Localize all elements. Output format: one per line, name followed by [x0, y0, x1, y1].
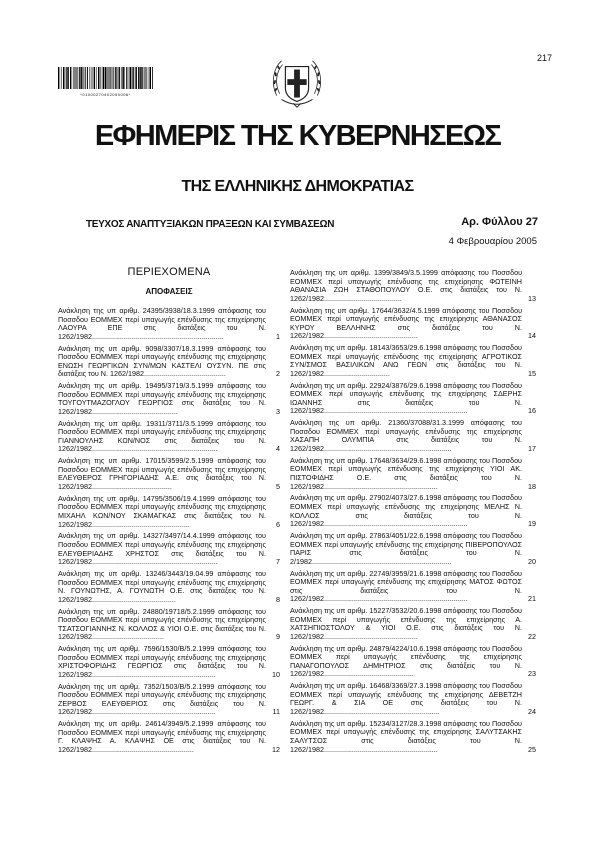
barcode-bar	[102, 67, 103, 89]
barcode-bar	[107, 67, 108, 89]
barcode-bar	[100, 67, 101, 89]
barcode-bar	[87, 67, 88, 89]
gazette-title: ΕΦΗΜΕΡΙΣ ΤΗΣ ΚΥΒΕΡΝΗΣΕΩΣ	[94, 120, 501, 152]
contents-entry	[290, 494, 536, 528]
barcode-number: *01000270402050006*	[80, 92, 131, 97]
entry-page-number: 20	[528, 556, 536, 566]
barcode-bar	[85, 67, 86, 89]
barcode-bar	[61, 67, 62, 89]
entry-text: Ανάκληση της υπ αριθμ. 19311/3711/3.5.1999 απόφασης του Ποσσδου ΕΟΜΜΕΧ περί υπαγωγής επένδυσης της επιχείρησης ΓΙΑΝΝΟΥΛΗΣ ΚΩΝ/ΝΟΣ στις διατάξεις του Ν. 1262/1982...............................................................	[58, 418, 266, 454]
entry-page-number: 16	[528, 406, 536, 416]
entry-page-number: 12	[272, 744, 280, 754]
page-number: 217	[536, 53, 552, 63]
barcode-bar	[92, 67, 93, 89]
contents-left-column	[58, 307, 280, 758]
barcode-bar	[122, 67, 124, 89]
contents-entry	[290, 682, 536, 716]
contents-entry	[58, 495, 280, 529]
barcode-bar	[125, 67, 126, 89]
contents-entry	[58, 457, 280, 491]
entry-page-number: 5	[276, 482, 280, 492]
barcode-bar	[91, 67, 92, 89]
entry-text: Ανάκληση της υπ αριθμ. 24395/3938/18.3.1999 απόφασης του Ποσσδου ΕΟΜΜΕΧ περί υπαγωγής επένδυσης της επιχείρησης ΛΑΟΥΡΑ ΕΠΕ στις διατάξεις του Ν. 1262/1982..................................................................	[58, 306, 266, 341]
entry-page-number: 3	[276, 406, 280, 416]
barcode-bar	[60, 67, 61, 89]
entry-page-number: 2	[276, 369, 280, 379]
entry-text: Ανάκληση της υπ αριθμ. 9098/3307/18.3.1999 απόφασης του Ποσσδου ΕΟΜΜΕΧ περί υπαγωγής επένδυσης της επιχείρησης ΕΝΩΣΗ ΓΕΩΡΓΙΚΩΝ ΣΥΝ/ΜΩΝ ΚΑΣΤΕΛΙ ΟΥΣΥΝ. ΠΕ στις διατάξεις του Ν. 1262/1982.........................................	[58, 343, 266, 379]
barcode-bar	[94, 67, 96, 89]
entry-text: Ανάκληση της υπ αριθμ. 24879/4224/10.6.1998 απόφασης του Ποσσδου ΕΟΜΜΕΧ περί υπαγωγής επένδυσης της επιχείρησης ΠΑΝΑΓΟΠΟΥΛΟΣ ΔΗΜΗΤΡΙΟΣ στις διατάξεις του Ν. 1262/1982.............................................	[290, 643, 522, 679]
entry-text: Ανάκληση της υπ αριθμ. 7596/1530/Β/5.2.1999 απόφασης του Ποσσδου ΕΟΜΜΕΧ περί υπαγωγής επένδυσης της επιχείρησης ΧΡΙΣΤΟΦΟΡΙΔΗΣ ΓΕΩΡΓΙΟΣ στις διατάξεις του Ν. 1262/1982..............................................................	[58, 644, 266, 679]
barcode-bar	[67, 67, 69, 89]
barcode-bar	[79, 67, 80, 89]
entry-page-number: 19	[528, 519, 536, 529]
entry-text: Ανάκληση της υπ αριθμ. 16468/3369/27.3.1998 απόφασης του Ποσσδου ΕΟΜΜΕΧ περί υπαγωγής επένδυσης της επιχείρησης ΔΕΒΕΤΖΗ ΓΕΩΡΓ. & ΣΙΑ ΟΕ στις διατάξεις του Ν. 1262/1982..........................................................	[290, 681, 522, 716]
entry-text: Ανάκληση της υπ αριθμ. 17644/3632/4.5.1999 απόφασης του Ποσσδου ΕΟΜΜΕΧ περί υπαγωγής επένδυσης της επιχείρησης ΑΘΑΝΑΣΟΣ ΚΥΡΟΥ ΒΕΛΛΗΝΗΣ στις διατάξεις του Ν. 1262/1982...............................................	[290, 305, 522, 341]
entry-page-number: 15	[528, 368, 536, 378]
entry-page-number: 24	[528, 706, 536, 716]
contents-entry	[58, 532, 280, 566]
entry-text: Ανάκληση της υπ αριθμ. 17648/3634/29.6.1998 απόφασης του Ποσσδου ΕΟΜΜΕΧ περί υπαγωγής επένδυσης της επιχείρησης ΥΙΟΙ ΑΚ. ΠΙΣΤΟΦΙΔΗΣ Ο.Ε. στις διατάξεις του Ν. 1262/1982.........................................................	[290, 455, 522, 491]
barcode-bar	[89, 67, 90, 89]
entry-page-number: 6	[276, 519, 280, 529]
barcode-bar	[138, 67, 140, 89]
contents-entry	[58, 645, 280, 679]
barcode-bar	[76, 67, 77, 89]
entry-page-number: 23	[528, 669, 536, 679]
contents-entry	[58, 345, 280, 379]
contents-entry	[290, 307, 536, 341]
barcode-bar	[145, 67, 146, 89]
barcode-bar	[128, 67, 129, 89]
barcode-bar	[110, 67, 111, 89]
barcode-bar	[130, 67, 132, 89]
entry-page-number: 11	[272, 707, 280, 717]
contents-entry	[58, 382, 280, 416]
barcode-bar	[146, 67, 147, 89]
entry-text: Ανάκληση της υπ αριθμ. 19495/3719/3.5.1999 απόφασης του Ποσσδου ΕΟΜΜΕΧ περί υπαγωγής επένδυσης της επιχείρησης ΤΟΥΓΟΥΤΜΑΖΟΓΛΟΥ ΓΕΩΡΓΙΟΣ στις διατάξεις του Ν. 1262/1982...........................................	[58, 381, 266, 416]
entry-text: Ανάκληση της υπ αριθμ. 17015/3599/2.5.1999 απόφασης του Ποσσδου ΕΟΜΜΕΧ περί υπαγωγής επένδυσης της επιχείρησης ΕΛΕΥΘΕΡΟΣ ΓΡΗΓΟΡΙΑΔΗΣ Α.Ε. στις διατάξεις του Ν. 1262/1982........................................	[58, 456, 266, 492]
barcode-bar	[121, 67, 122, 89]
issue-date: 4 Φεβρουαρίου 2005	[448, 236, 537, 247]
barcode-bar	[118, 67, 119, 89]
barcode-bar	[73, 67, 74, 89]
barcode-bar	[105, 67, 107, 89]
barcode-bar	[77, 67, 78, 89]
barcode-bar	[150, 67, 152, 89]
barcode-bar	[119, 67, 120, 89]
entry-page-number: 17	[528, 444, 536, 454]
barcode-bar	[135, 67, 137, 89]
barcode-bar	[126, 67, 127, 89]
contents-right-column	[290, 269, 536, 757]
contents-heading: ΠΕΡΙΕΧΟΜΕΝΑ	[127, 266, 211, 278]
contents-entry	[290, 570, 536, 604]
contents-entry	[58, 683, 280, 717]
entry-page-number: 9	[276, 632, 280, 642]
issue-type: ΤΕΥΧΟΣ ΑΝΑΠΤΥΞΙΑΚΩΝ ΠΡΑΞΕΩΝ ΚΑΙ ΣΥΜΒΑΣΕΩΝ	[86, 219, 335, 230]
barcode-bar	[58, 67, 59, 89]
contents-entry	[290, 344, 536, 378]
entry-text: Ανάκληση της υπ αριθμ. 22924/3876/29.6.1998 απόφασης του Ποσσδου ΕΟΜΜΕΧ περί υπαγωγής επένδυσης της επιχείρησης ΣΔΕΡΗΣ ΙΩΑΝΝΗΣ στις διατάξεις του Ν. 1262/1982........................................................................	[290, 380, 522, 416]
entry-text: Ανάκληση της υπ αριθμ. 7352/1503/Β/5.2.1999 απόφασης του Ποσσδου ΕΟΜΜΕΧ περί υπαγωγής επένδυσης της επιχείρησης ΖΕΡΒΟΣ ΕΛΕΥΘΕΡΙΟΣ στις διατάξεις του Ν. 1262/1982..............................................................	[58, 681, 266, 717]
contents-entry	[290, 720, 536, 754]
entry-page-number: 14	[528, 331, 536, 341]
contents-entry	[290, 532, 536, 566]
contents-entry	[58, 608, 280, 642]
barcode-bar	[113, 67, 114, 89]
entry-page-number: 7	[276, 557, 280, 567]
barcode-bar	[116, 67, 117, 89]
entry-page-number: 8	[276, 594, 280, 604]
entry-page-number: 10	[272, 669, 280, 679]
entry-text: Ανάκληση της υπ αριθμ. 27902/4073/27.6.1998 απόφασης του Ποσσδου ΕΟΜΜΕΧ περί υπαγωγής επένδυσης της επιχείρησης ΜΕΛΗΣ Ν. ΚΟΛΛΟΣ στις διατάξεις του Ν. 1262/1982........................................................................	[290, 493, 522, 529]
contents-entry	[58, 307, 280, 341]
contents-entry	[58, 570, 280, 604]
barcode-bar	[103, 67, 105, 89]
gazette-subtitle: ΤΗΣ ΕΛΛΗΝΙΚΗΣ ΔΗΜΟΚΡΑΤΙΑΣ	[181, 178, 414, 195]
barcode-bar	[80, 67, 82, 89]
entry-text: Ανάκληση της υπ αριθμ. 14795/3506/19.4.1999 απόφασης του Ποσσδου ΕΟΜΜΕΧ περί υπαγωγής επένδυσης της επιχείρησης ΜΙΧΑΗΛ ΚΩΝ/ΝΟΥ ΣΚΑΜΑΓΚΑΣ στις διατάξεις του Ν. 1262/1982.................................................	[58, 493, 266, 529]
barcode-bar	[133, 67, 134, 89]
entry-text: Ανάκληση της υπ αριθμ. 22749/3959/21.6.1998 απόφασης του Ποσσδου ΕΟΜΜΕΧ περί υπαγωγής επένδυσης της επιχείρησης ΜΑΤΟΣ ΦΩΤΟΣ στις διατάξεις του Ν. 1262/1982........................................................................	[290, 568, 522, 604]
entry-text: Ανάκληση της υπ αριθμ. 13246/3443/19.04.99 απόφασης του Ποσσδου ΕΟΜΜΕΧ περί υπαγωγής επένδυσης της επιχείρησης Ν. ΓΟΥΝΩΤΗΣ, Α. ΓΟΥΝΩΤΗ Ο.Ε. στις διατάξεις του Ν. 1262/1982..........................................	[58, 568, 266, 604]
barcode-bar	[115, 67, 116, 89]
barcode-bar	[96, 67, 97, 89]
entry-page-number: 13	[528, 293, 536, 303]
entry-page-number: 21	[528, 594, 536, 604]
barcode-bar	[109, 67, 110, 89]
contents-entry	[290, 382, 536, 416]
barcode-bar	[83, 67, 84, 89]
entry-page-number: 25	[528, 744, 536, 754]
barcode-bar	[132, 67, 133, 89]
entry-text: Ανάκληση της υπ αριθμ. 14327/3497/14.4.1999 απόφασης του Ποσσδου ΕΟΜΜΕΧ περί υπαγωγής επένδυσης της επιχείρησης ΕΛΕΥΘΕΡΙΑΔΗΣ ΧΡΗΣΤΟΣ στις διατάξεις του Ν. 1262/1982...............................................................	[58, 531, 266, 567]
contents-entry	[290, 269, 536, 303]
greek-coat-of-arms-icon	[268, 55, 326, 113]
entry-page-number: 4	[276, 444, 280, 454]
barcode-bar	[142, 67, 143, 89]
contents-entry	[290, 645, 536, 679]
barcode-bar	[108, 67, 109, 89]
barcode	[58, 67, 153, 89]
entry-text: Ανάκληση της υπ αριθμ. 24614/3949/5.2.1999 απόφασης του Ποσσδου ΕΟΜΜΕΧ περί υπαγωγής επένδυσης της επιχείρησης Γ. ΚΛΑΨΗΣ Α. ΚΛΑΨΗΣ ΟΕ στις διατάξεις του Ν. 1262/1982...................................................	[58, 719, 266, 754]
barcode-bar	[148, 67, 149, 89]
contents-entry	[58, 420, 280, 454]
barcode-bar	[140, 67, 142, 89]
barcode-bar	[72, 67, 73, 89]
issue-number: Αρ. Φύλλου 27	[461, 216, 538, 228]
barcode-bar	[70, 67, 71, 89]
entry-text: Ανάκληση της υπ αριθμ. 15234/3127/28.3.1998 απόφασης του Ποσσδου ΕΟΜΜΕΧ περί υπαγωγής επένδυσης της επιχείρησης ΣΑΛΥΤΣΑΚΗΣ ΣΑΛΥΤΣΟΣ στις διατάξεις του Ν. 1262/1982.........................................................	[290, 718, 522, 754]
entry-text: Ανάκληση της υπ αριθμ. 21360/37088/31.3.1999 απόφασης του Ποσσδου ΕΟΜΜΕΧ περί υπαγωγής επένδυσης της επιχείρησης ΧΑΣΑΠΗ ΟΛΥΜΠΙΑ στις διατάξεις του Ν. 1262/1982................................................................	[290, 418, 522, 454]
contents-entry	[58, 720, 280, 754]
contents-entry	[290, 607, 536, 641]
entry-text: Ανάκληση της υπ αριθμ. 1399/3849/3.5.1999 απόφασης του Ποσσδου ΕΟΜΜΕΧ περί υπαγωγής επένδυσης της επιχείρησης ΦΩΤΕΙΝΗ ΑΘΑΝΑΣΙΑ ΖΩΗ ΣΤΑΘΟΠΟΥΛΟΥ Ο.Ε. στις διατάξεις του Ν. 1262/1982.......................................	[290, 268, 522, 303]
contents-entry	[290, 419, 536, 453]
barcode-bar	[152, 67, 153, 89]
barcode-bar	[66, 67, 67, 89]
barcode-bar	[74, 67, 75, 89]
entry-text: Ανάκληση της υπ αριθμ. 27863/4051/22.6.1998 απόφασης του Ποσσδου ΕΟΜΜΕΧ περί υπαγωγής επένδυσης της επιχείρησης ΠΙΒΕΡΟΠΟΥΛΟΣ ΠΑΡΙΣ στις διατάξεις του Ν. 2/1982......................................................................	[290, 530, 522, 566]
contents-entry	[290, 457, 536, 491]
entry-text: Ανάκληση της υπ αριθμ. 15227/3532/20.6.1998 απόφασης του Ποσσδου ΕΟΜΜΕΧ περί υπαγωγής επένδυσης της επιχείρησης Α. ΧΑΤΣΗΠΙΟΣΤΟΛΟΥ & ΥΙΟΙ Ο.Ε. στις διατάξεις του Ν. 1262/1982...............................................	[290, 606, 522, 641]
entry-page-number: 22	[528, 631, 536, 641]
entry-page-number: 18	[528, 481, 536, 491]
barcode-bar	[98, 67, 100, 89]
decisions-heading: ΑΠΟΦΑΣΕΙΣ	[145, 287, 193, 296]
barcode-bar	[63, 67, 65, 89]
entry-text: Ανάκληση της υπ αριθμ. 18143/3653/29.6.1998 απόφασης του Ποσσδου ΕΟΜΜΕΧ περί υπαγωγής επένδυσης της επιχείρησης ΑΓΡΟΤΙΚΟΣ ΣΥΝ/ΣΜΟΣ ΒΑΣΙΛΙΚΩΝ ΑΝΩ ΓΕΩΝ στις διατάξεις του Ν. 1262/1982.................................	[290, 343, 522, 378]
entry-page-number: 1	[276, 331, 280, 341]
entry-text: Ανάκληση της υπ αριθμ. 24880/19718/5.2.1999 απόφασης του Ποσσδου ΕΟΜΜΕΧ περί υπαγωγής επένδυσης της επιχείρησης ΤΣΑΤΣΟΓΙΑΝΝΗΣ Ν. ΚΟΛΛΟΣ & ΥΙΟΙ Ο.Ε. στις διατάξεις του Ν. 1262/1982....................................	[58, 606, 266, 642]
